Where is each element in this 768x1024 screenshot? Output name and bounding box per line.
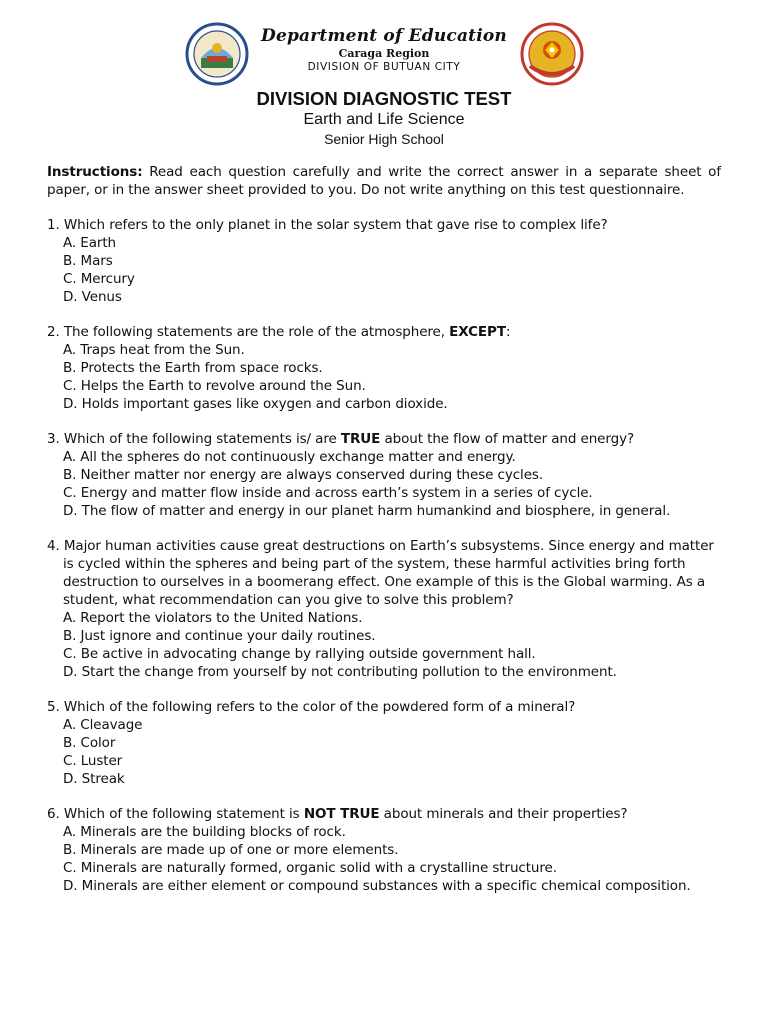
- choice-d: D. Venus: [63, 289, 122, 305]
- question-stem: 2. The following statements are the role of the atmosphere, EXCEPT:: [47, 324, 511, 340]
- choice-d: D. The flow of matter and energy in our planet harm humankind and biosphere, in general.: [63, 503, 671, 519]
- choice-c: C. Mercury: [63, 271, 135, 287]
- choice-d: D. Start the change from yourself by not contributing pollution to the environment.: [63, 664, 617, 680]
- choice-d: D. Streak: [63, 771, 125, 787]
- choice-c: C. Luster: [63, 753, 123, 769]
- question-stem: 4. Major human activities cause great destructions on Earth’s subsystems. Since energy and matter is cycled within the spheres and being part of the system, these harmful activities bring forth destruction to ourselves in a boomerang effect. One example of this is the Global warming. As a student, what recommendation can you give to solve this problem?: [47, 538, 714, 608]
- question-2: [47, 323, 721, 413]
- choice-a: A. Minerals are the building blocks of rock.: [63, 824, 346, 840]
- choice-a: A. Report the violators to the United Nations.: [63, 610, 363, 626]
- choice-a: A. Cleavage: [63, 717, 143, 733]
- question-stem: 3. Which of the following statements is/ are TRUE about the flow of matter and energy?: [47, 431, 635, 447]
- region-name: Caraga Region: [338, 47, 430, 60]
- choice-b: B. Neither matter nor energy are always conserved during these cycles.: [63, 467, 544, 483]
- choice-c: C. Helps the Earth to revolve around the Sun.: [63, 378, 366, 394]
- instructions-label: Instructions: [47, 164, 138, 180]
- question-4: [47, 537, 721, 681]
- division-name: DIVISION OF BUTUAN CITY: [307, 61, 461, 73]
- choice-a: A. Traps heat from the Sun.: [63, 342, 245, 358]
- question-5: [47, 698, 721, 788]
- choice-a: A. Earth: [63, 235, 116, 251]
- choice-b: B. Color: [63, 735, 116, 751]
- grade-level: Senior High School: [324, 131, 444, 147]
- question-stem: 1. Which refers to the only planet in the solar system that gave rise to complex life?: [47, 217, 608, 233]
- choice-c: C. Be active in advocating change by rallying outside government hall.: [63, 646, 536, 662]
- choice-b: B. Minerals are made up of one or more elements.: [63, 842, 399, 858]
- choice-b: B. Mars: [63, 253, 113, 269]
- choice-d: D. Minerals are either element or compound substances with a specific chemical composition.: [63, 878, 691, 894]
- department-name: Department of Education: [261, 26, 507, 46]
- question-stem: 6. Which of the following statement is NOT TRUE about minerals and their properties?: [47, 806, 628, 822]
- choice-b: B. Just ignore and continue your daily routines.: [63, 628, 376, 644]
- test-title: DIVISION DIAGNOSTIC TEST: [256, 88, 512, 109]
- instructions-text: Read each question carefully and write the correct answer in a separate sheet of paper, or in the answer sheet provided to you. Do not write anything on this test questionnaire.: [47, 164, 721, 198]
- choice-c: C. Minerals are naturally formed, organic solid with a crystalline structure.: [63, 860, 557, 876]
- test-content: [47, 163, 721, 912]
- instructions: Instructions: Read each question carefully and write the correct answer in a separate sheet of paper, or in the answer sheet provided to you. Do not write anything on this test questionnaire.: [47, 164, 721, 198]
- question-1: [47, 216, 721, 306]
- question-6: [47, 805, 721, 895]
- subject-name: Earth and Life Science: [303, 111, 465, 128]
- question-stem: 5. Which of the following refers to the color of the powdered form of a mineral?: [47, 699, 576, 715]
- choice-c: C. Energy and matter flow inside and across earth’s system in a series of cycle.: [63, 485, 593, 501]
- choice-b: B. Protects the Earth from space rocks.: [63, 360, 323, 376]
- choice-a: A. All the spheres do not continuously exchange matter and energy.: [63, 449, 516, 465]
- choice-d: D. Holds important gases like oxygen and carbon dioxide.: [63, 396, 448, 412]
- question-3: [47, 430, 721, 520]
